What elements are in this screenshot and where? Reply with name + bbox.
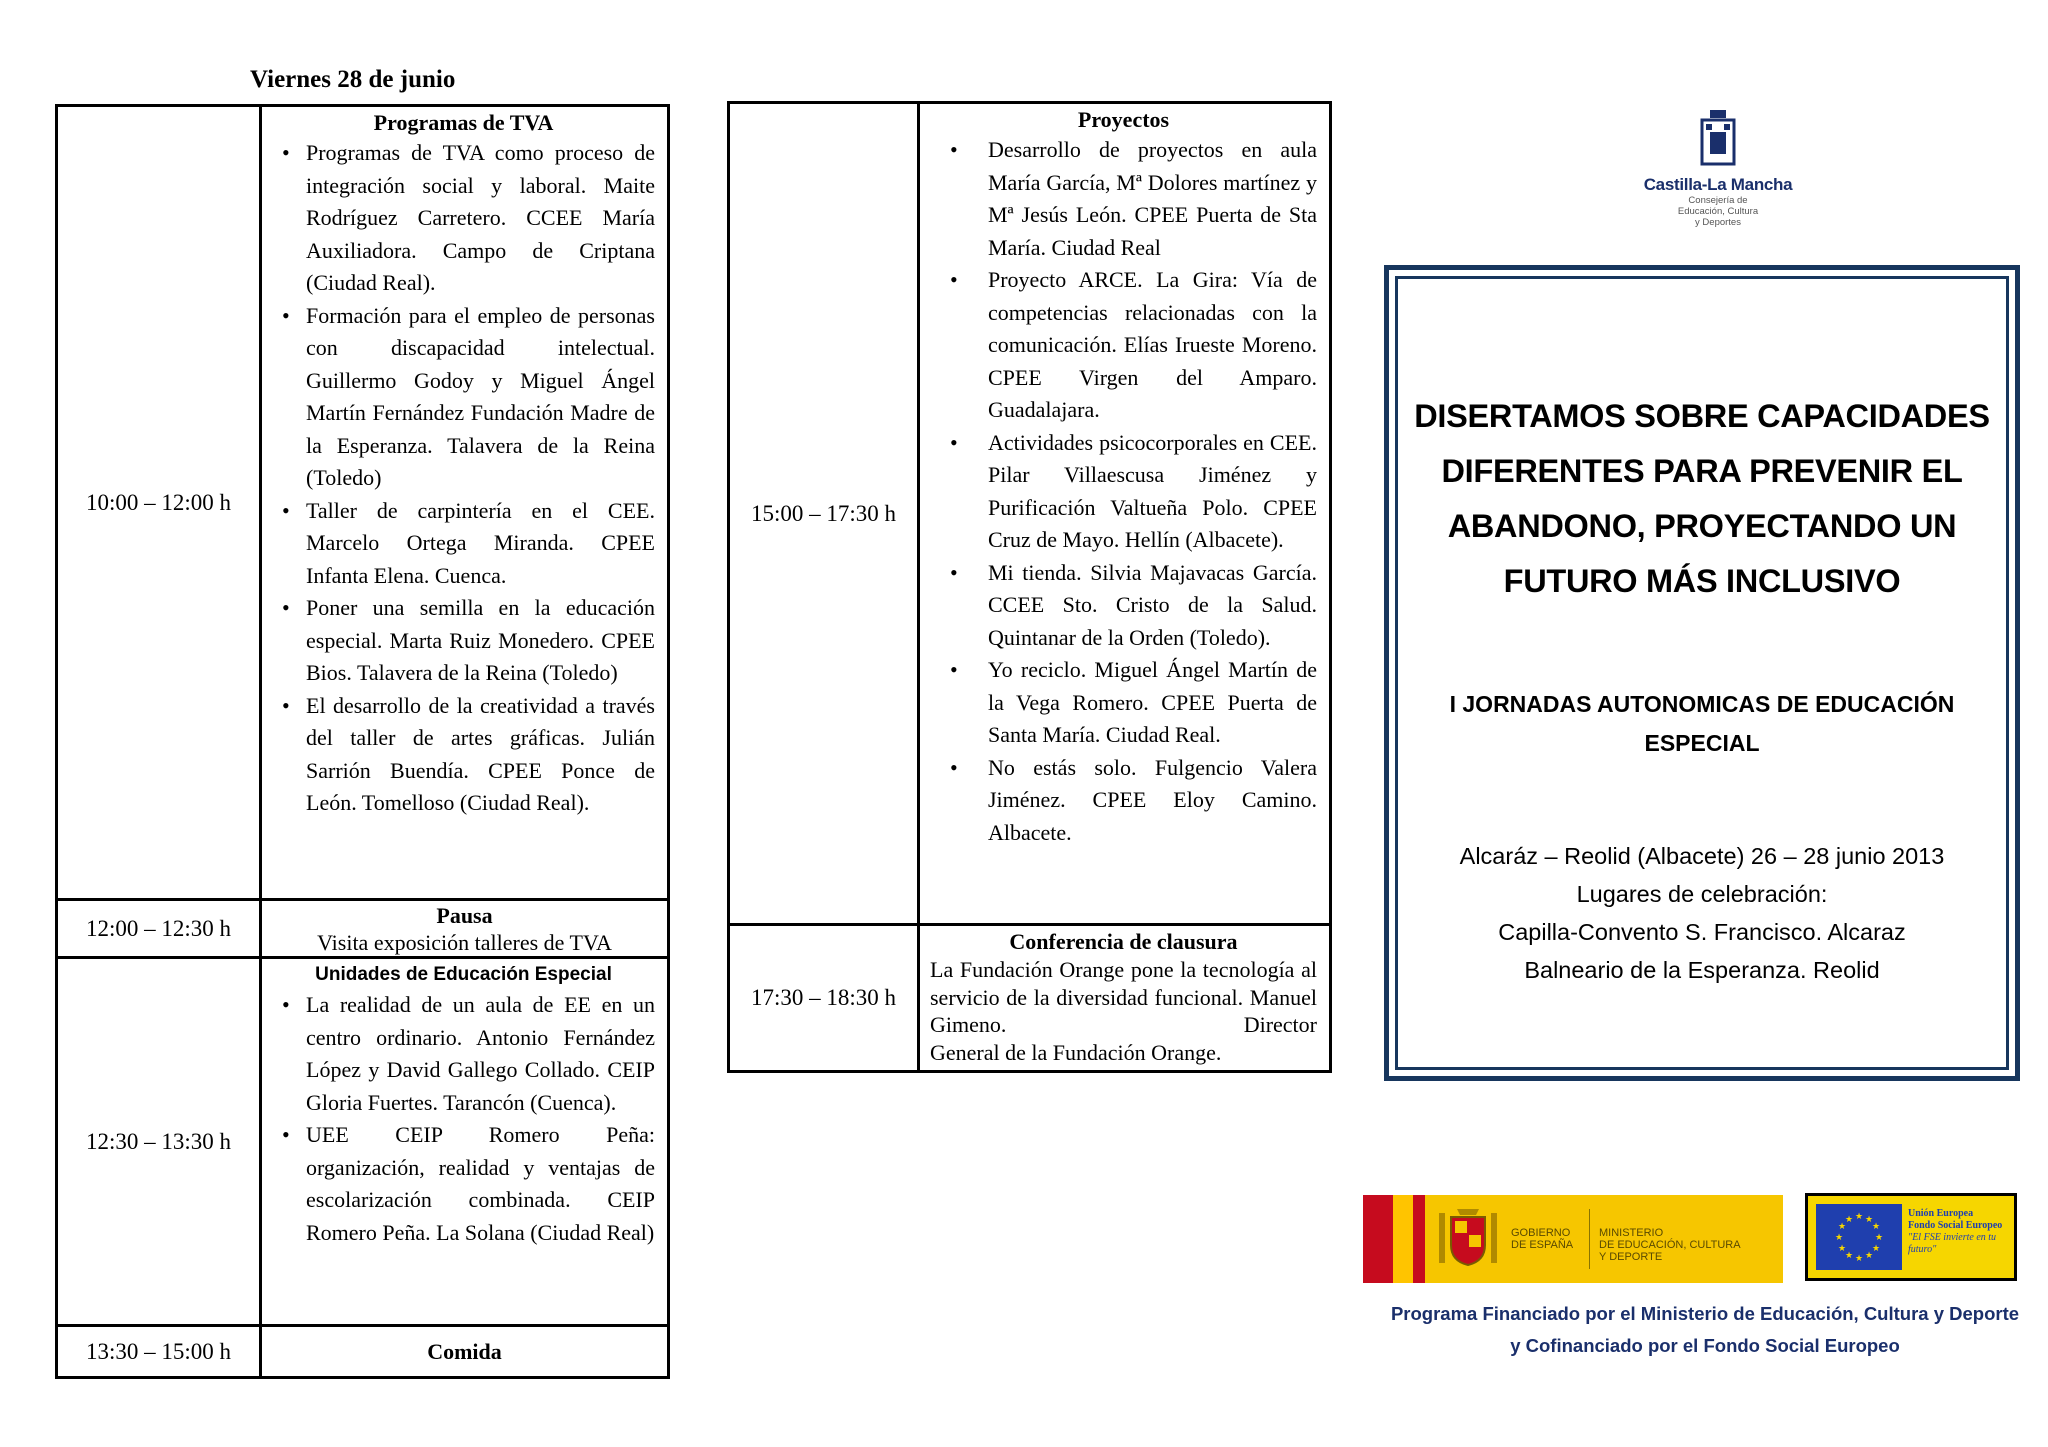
svg-text:★: ★ [1864,1251,1874,1261]
eu-flag-icon [1816,1204,1902,1270]
section-title: Programas de TVA [373,110,554,135]
gobierno-espana-logo [1363,1195,1783,1283]
section-title: Conferencia de clausura [1009,929,1238,954]
flag-stripe [1393,1195,1413,1283]
time-cell: 12:00 – 12:30 h [57,900,261,958]
section-title: Comida [427,1338,502,1364]
section-text-last: General de la Fundación Orange. [930,1039,1222,1065]
svg-text:★: ★ [1854,1212,1864,1222]
content-cell [919,103,1331,925]
content-cell [919,925,1331,1072]
list-item: • Yo reciclo. Miguel Ángel Martín de la Vega Romero. CPEE Puerta de Santa María. Ciudad Real. [930,654,1317,752]
ministerio-text [1599,1227,1741,1263]
eu-line: Unión Europea [1908,1208,1974,1219]
schedule-table-right [727,101,1332,1073]
content-cell [261,106,669,900]
castle-emblem-icon [1696,108,1740,170]
time-cell: 13:30 – 15:00 h [57,1326,261,1378]
cover-frame-inner [1395,276,2009,1070]
time-cell: 10:00 – 12:00 h [57,106,261,900]
list-item: • Formación para el empleo de personas con discapacidad intelectual. Guillermo Godoy y Miguel Ángel Martín Fernández Fundación Madre de la Esperanza. Talavera de la Reina (Toledo) [272,300,655,495]
logo-sub: y Deportes [1695,217,1741,228]
cover-places-label: Lugares de celebración: [1576,881,1828,907]
list-item: • No estás solo. Fulgencio Valera Jiménez. CPEE Eloy Camino. Albacete. [930,752,1317,850]
list-item: • Poner una semilla en la educación especial. Marta Ruiz Monedero. CPEE Bios. Talavera de la Reina (Toledo) [272,592,655,690]
schedule-row [57,106,669,900]
list-item: • UEE CEIP Romero Peña: organización, realidad y ventajas de escolarización combinada. CEIP Romero Peña. La Solana (Ciudad Real) [272,1119,655,1249]
content-cell [261,958,669,1326]
section-title: Pausa [436,902,493,928]
schedule-row [729,103,1331,925]
section-subtitle: Visita exposición talleres de TVA [317,929,612,955]
union-europea-logo [1805,1193,2017,1281]
cover-frame [1384,265,2020,1081]
list-item: • Desarrollo de proyectos en aula María García, Mª Dolores martínez y Mª Jesús León. CPEE Puerta de Sta María. Ciudad Real [930,134,1317,264]
ministerio-line: DE EDUCACIÓN, CULTURA [1599,1239,1741,1251]
logo-sub: Consejería de [1688,195,1748,206]
cover-main-title: DISERTAMOS SOBRE CAPACIDADES DIFERENTES PARA PREVENIR EL ABANDONO, PROYECTANDO UN FUTURO MÁS INCLUSIVO [1414,398,1990,599]
time-cell: 17:30 – 18:30 h [729,925,919,1072]
time-cell: 15:00 – 17:30 h [729,103,919,925]
eu-text [1908,1208,2014,1256]
funding-statement: Programa Financiado por el Ministerio de Educación, Cultura y Deporte y Cofinanciado por el Fondo Social Europeo [1390,1303,2020,1356]
schedule-row [57,900,669,958]
day-title: Viernes 28 de junio [250,66,456,93]
eu-line: Fondo Social Europeo [1908,1220,2003,1231]
time-cell: 12:30 – 13:30 h [57,958,261,1326]
schedule-row [57,958,669,1326]
gobierno-line: GOBIERNO [1511,1227,1571,1239]
section-title: Unidades de Educación Especial [315,964,612,985]
schedule-row [57,1326,669,1378]
ministerio-line: MINISTERIO [1599,1227,1664,1239]
schedule-table-left [55,104,670,1379]
ministerio-line: Y DEPORTE [1599,1251,1663,1263]
svg-text:★: ★ [1864,1215,1874,1225]
svg-text:★: ★ [1834,1233,1844,1243]
cover-place: Capilla-Convento S. Francisco. Alcaraz [1498,919,1906,945]
svg-text:★: ★ [1871,1222,1881,1232]
gobierno-text [1511,1227,1573,1251]
list-item: • Actividades psicocorporales en CEE. Pilar Villaescusa Jiménez y Purificación Valtueña Polo. CPEE Cruz de Mayo. Hellín (Albacete). [930,427,1317,557]
logo-sub: Educación, Cultura [1677,206,1759,217]
castilla-la-mancha-logo [1628,108,1808,238]
svg-text:★: ★ [1874,1233,1884,1243]
svg-text:★: ★ [1837,1222,1847,1232]
cover-place-info [1398,837,2006,989]
logo-divider [1589,1209,1590,1269]
logo-brand: Castilla-La Mancha [1643,175,1793,194]
spain-coat-of-arms-icon [1433,1205,1503,1273]
cover-subtitle: I JORNADAS AUTONOMICAS DE EDUCACIÓN ESPECIAL [1449,691,1955,756]
content-cell [261,1326,669,1378]
svg-text:★: ★ [1854,1254,1864,1264]
cover-dates: Alcaráz – Reolid (Albacete) 26 – 28 junio 2013 [1459,843,1945,869]
list-item: • Taller de carpintería en el CEE. Marcelo Ortega Miranda. CPEE Infanta Elena. Cuenca. [272,495,655,593]
list-item: • Programas de TVA como proceso de integración social y laboral. Maite Rodríguez Carretero. CCEE María Auxiliadora. Campo de Criptana (Ciudad Real). [272,137,655,300]
section-text-main: La Fundación Orange pone la tecnología al servicio de la diversidad funcional. Manuel Gimeno. Director [930,957,1317,1037]
list-item: • Proyecto ARCE. La Gira: Vía de competencias relacionadas con la comunicación. Elías Irueste Moreno. CPEE Virgen del Amparo. Guadalajara. [930,264,1317,427]
svg-text:★: ★ [1844,1215,1854,1225]
cover-place: Balneario de la Esperanza. Reolid [1524,957,1880,983]
list-item: • La realidad de un aula de EE en un centro ordinario. Antonio Fernández López y David Gallego Collado. CEIP Gloria Fuertes. Tarancón (Cuenca). [272,989,655,1119]
flag-stripe [1363,1195,1393,1283]
schedule-row [729,925,1331,1072]
list-item: • Mi tienda. Silvia Majavacas García. CCEE Sto. Cristo de la Salud. Quintanar de la Orden (Toledo). [930,557,1317,655]
gobierno-line: DE ESPAÑA [1511,1239,1574,1251]
svg-text:★: ★ [1837,1244,1847,1254]
list-item: • El desarrollo de la creatividad a través del taller de artes gráficas. Julián Sarrión Buendía. CPEE Ponce de León. Tomelloso (Ciudad Real). [272,690,655,820]
section-title: Proyectos [1077,107,1170,132]
svg-text:★: ★ [1871,1244,1881,1254]
flag-stripe [1413,1195,1425,1283]
svg-text:★: ★ [1844,1251,1854,1261]
eu-slogan: "El FSE invierte en tu futuro" [1908,1232,1997,1255]
content-cell [261,900,669,958]
section-text [930,956,1317,1066]
